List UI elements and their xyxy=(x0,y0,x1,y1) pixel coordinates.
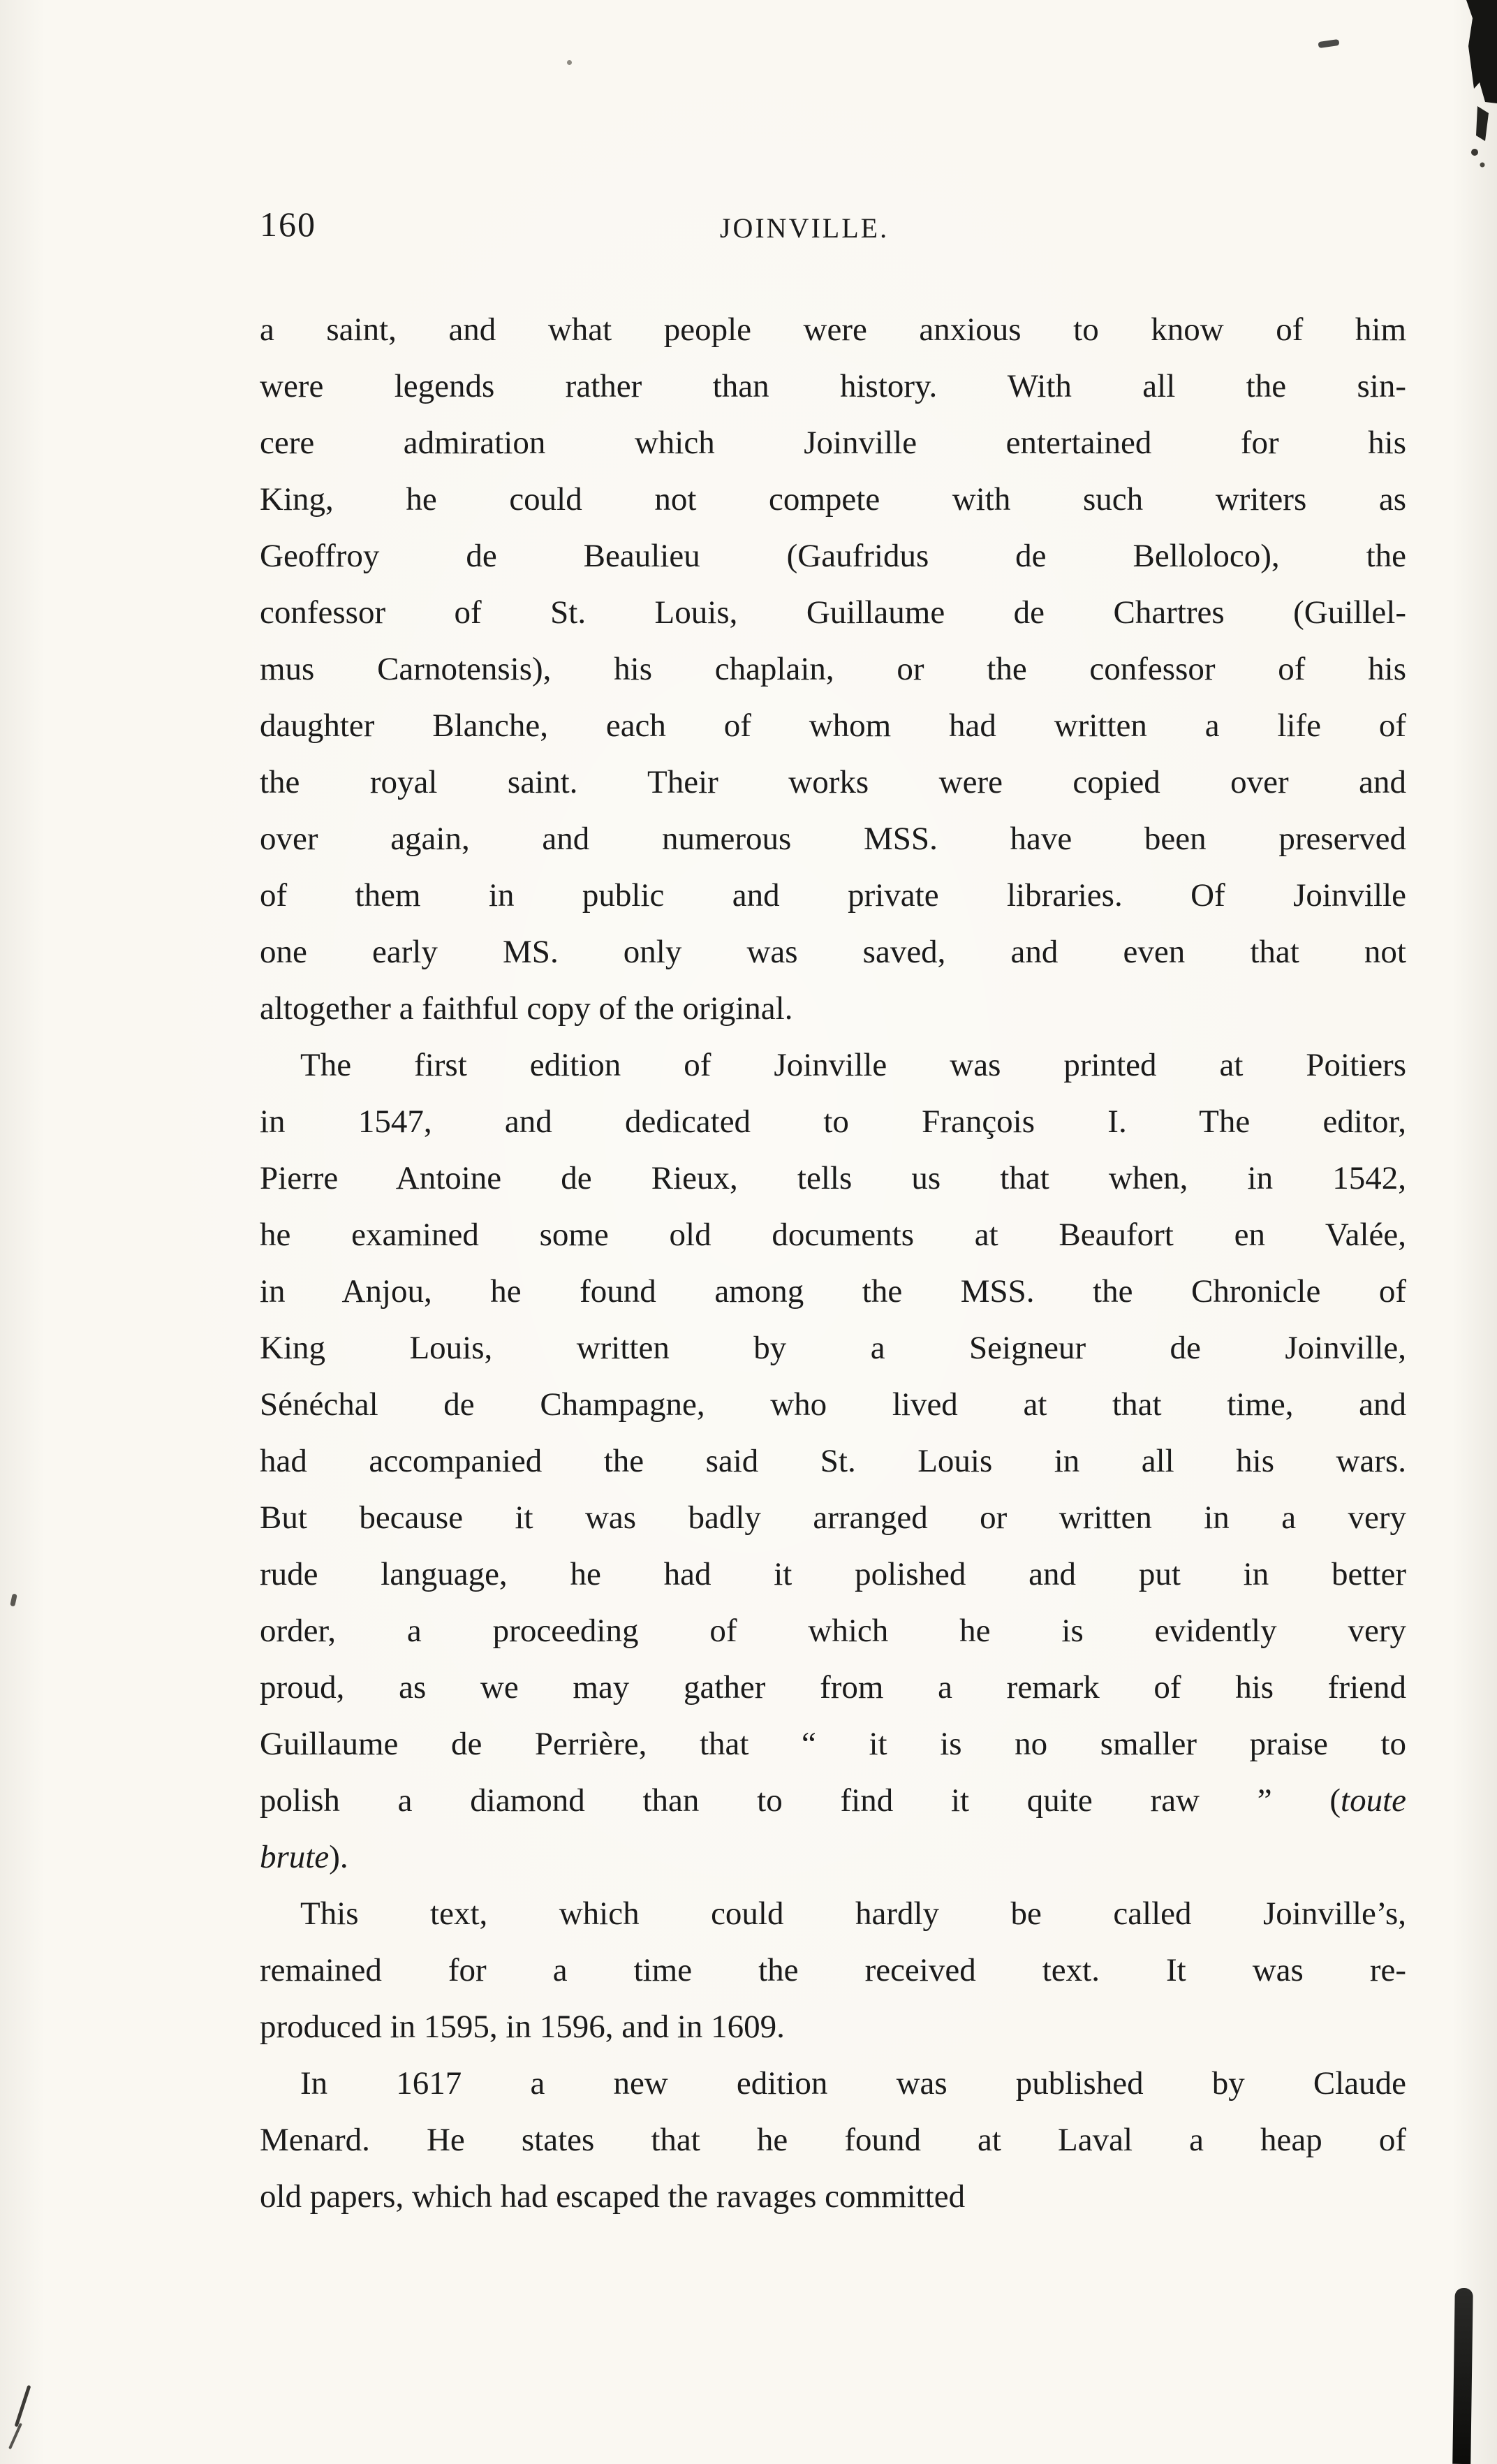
ink-mark-bottom-left xyxy=(15,2385,31,2428)
paragraph xyxy=(260,2055,1406,2225)
text-line: In 1617 a new edition was published by Claude xyxy=(300,2065,1406,2102)
text-line: the royal saint. Their works were copied over and xyxy=(260,764,1406,800)
text-line: over again, and numerous MSS. have been preserved xyxy=(260,821,1406,857)
text-line: Menard. He states that he found at Laval a heap of xyxy=(260,2122,1406,2158)
text-line: confessor of St. Louis, Guillaume de Chartres (Guillel- xyxy=(260,594,1406,631)
text-line: mus Carnotensis), his chaplain, or the confessor of his xyxy=(260,651,1406,687)
italic-text: toute xyxy=(1341,1782,1406,1819)
text-line: cere admiration which Joinville entertained for his xyxy=(260,425,1406,461)
text-line: Guillaume de Perrière, that “ it is no smaller praise to xyxy=(260,1726,1406,1762)
text-line: proud, as we may gather from a remark of his friend xyxy=(260,1669,1406,1706)
text-line: one early MS. only was saved, and even that not xyxy=(260,934,1406,970)
text-line: in Anjou, he found among the MSS. the Chronicle of xyxy=(260,1273,1406,1310)
text-line: of them in public and private libraries. Of Joinville xyxy=(260,877,1406,914)
text-line: Sénéchal de Champagne, who lived at that time, and xyxy=(260,1386,1406,1423)
text-line: King, he could not compete with such writers as xyxy=(260,481,1406,518)
text-line: he examined some old documents at Beaufort en Valée, xyxy=(260,1217,1406,1253)
paragraph xyxy=(260,302,1406,1037)
text-line: But because it was badly arranged or written in a very xyxy=(260,1499,1406,1536)
text-line: King Louis, written by a Seigneur de Joinville, xyxy=(260,1330,1406,1366)
text-line: Geoffroy de Beaulieu (Gaufridus de Belloloco), the xyxy=(260,538,1406,574)
ink-mark-left-edge xyxy=(10,1593,17,1606)
text-line: Pierre Antoine de Rieux, tells us that when, in 1542, xyxy=(260,1160,1406,1196)
text-line: a saint, and what people were anxious to know of him xyxy=(260,311,1406,348)
paragraph xyxy=(260,1037,1406,1886)
text-line: in 1547, and dedicated to François I. The editor, xyxy=(260,1103,1406,1140)
ink-mark-top-right xyxy=(1413,0,1497,182)
ink-mark-bottom-left-secondary xyxy=(8,2423,22,2449)
running-header: JOINVILLE. xyxy=(719,212,890,244)
ink-dot-top-center xyxy=(567,60,572,65)
text-line: altogether a faithful copy of the original. xyxy=(260,990,793,1027)
text-line: daughter Blanche, each of whom had written a life of xyxy=(260,707,1406,744)
text-line: order, a proceeding of which he is evidently very xyxy=(260,1613,1406,1649)
text-line: had accompanied the said St. Louis in all his wars. xyxy=(260,1443,1406,1479)
ink-mark-edge-dash xyxy=(1318,39,1340,48)
text-line: This text, which could hardly be called Joinville’s, xyxy=(300,1895,1406,1932)
text-line: were legends rather than history. With all the sin- xyxy=(260,368,1406,404)
text-line: brute). xyxy=(260,1839,348,1875)
paragraph xyxy=(260,1886,1406,2055)
page-number: 160 xyxy=(260,205,316,244)
text-line: rude language, he had it polished and put in better xyxy=(260,1556,1406,1592)
ink-mark-bottom-right xyxy=(1452,2288,1473,2464)
text-line: The first edition of Joinville was printed at Poitiers xyxy=(300,1047,1406,1083)
italic-text: brute xyxy=(260,1839,330,1875)
text-line: old papers, which had escaped the ravages committed xyxy=(260,2178,966,2215)
text-line: produced in 1595, in 1596, and in 1609. xyxy=(260,2009,785,2045)
text-block xyxy=(260,302,1406,2225)
text-line: polish a diamond than to find it quite raw ” (toute xyxy=(260,1782,1406,1819)
text-line: remained for a time the received text. It was re- xyxy=(260,1952,1406,1988)
